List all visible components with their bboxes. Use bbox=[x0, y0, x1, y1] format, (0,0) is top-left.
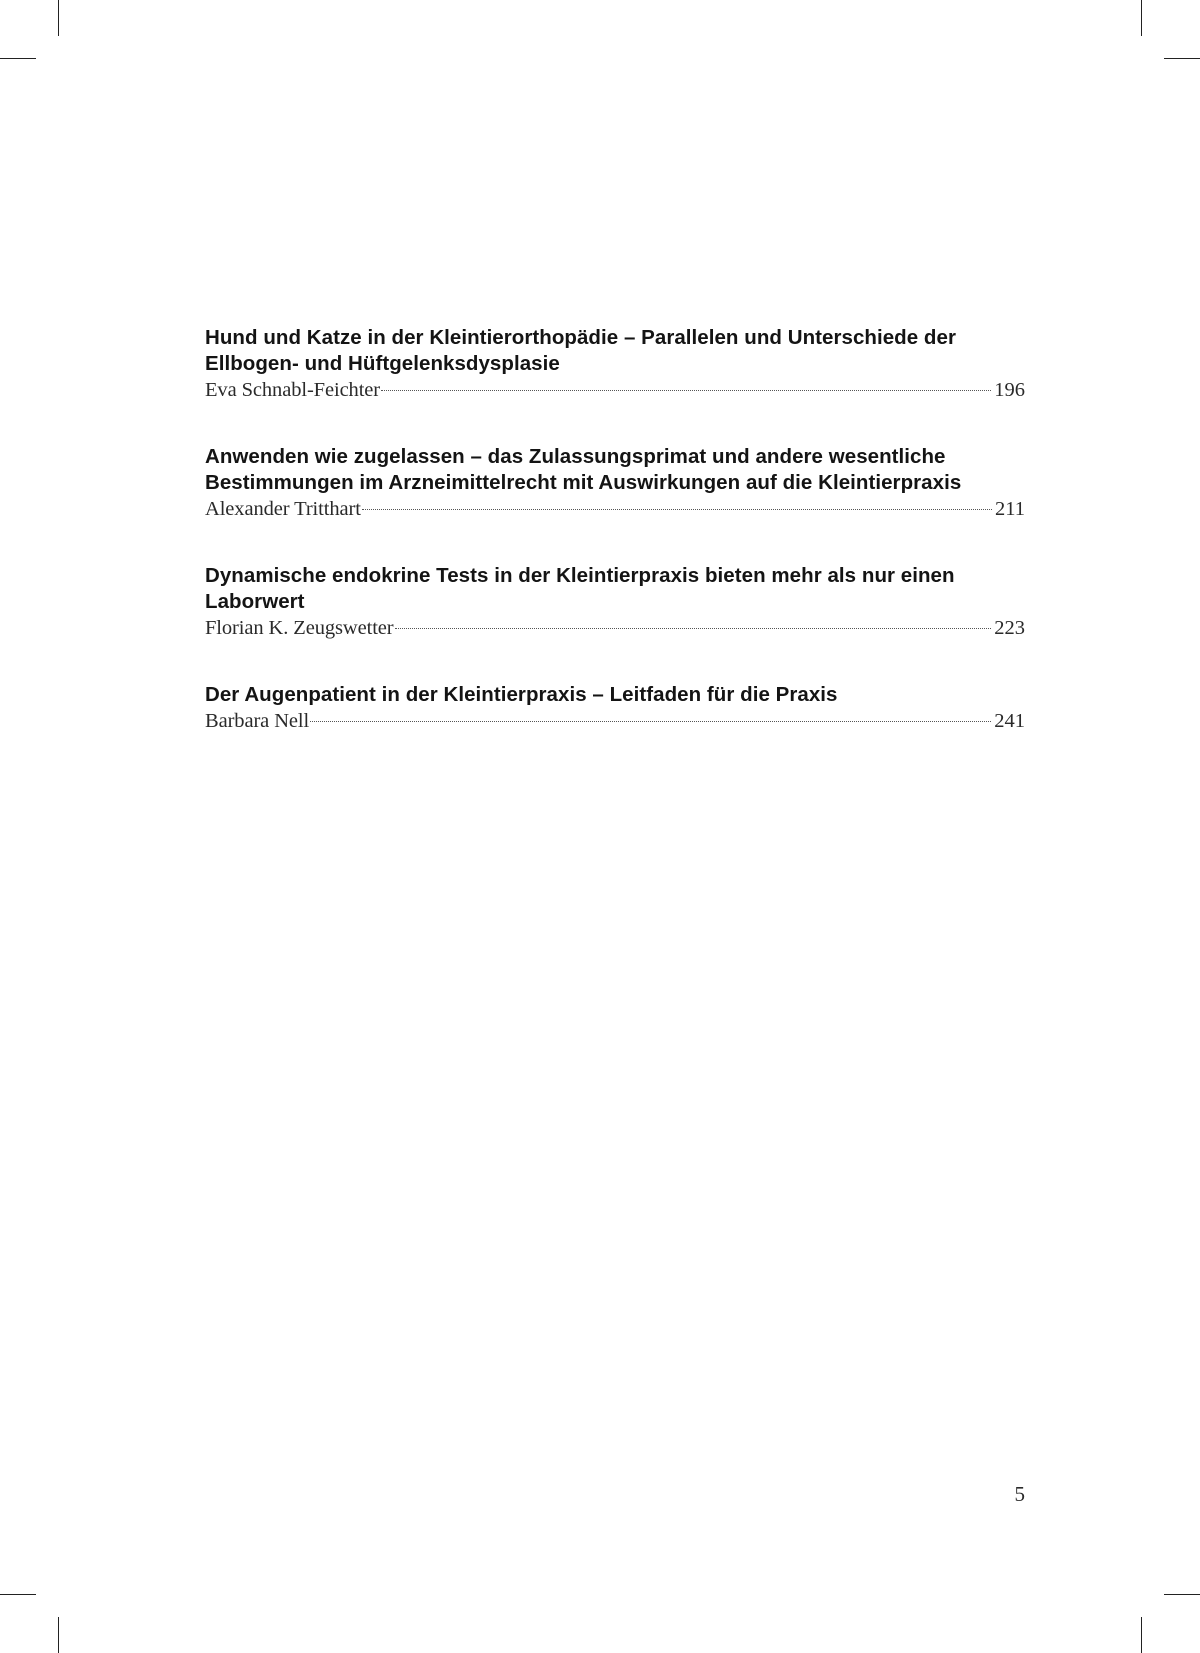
entry-page-number: 211 bbox=[995, 498, 1025, 520]
entry-author: Florian K. Zeugswetter bbox=[205, 617, 394, 639]
entry-author-line bbox=[205, 615, 1025, 642]
table-of-contents bbox=[205, 325, 1025, 775]
crop-mark-top-left-vertical bbox=[58, 0, 59, 36]
entry-title-line-2: Bestimmungen im Arzneimittelrecht mit Auswirkungen auf die Kleintierpraxis bbox=[205, 471, 962, 494]
entry-author-line bbox=[205, 496, 1025, 523]
entry-author: Eva Schnabl-Feichter bbox=[205, 379, 381, 401]
entry-title-line-2: Laborwert bbox=[205, 590, 305, 613]
toc-entry[interactable] bbox=[205, 444, 1025, 523]
entry-page-number: 223 bbox=[994, 617, 1025, 639]
dot-leader bbox=[381, 390, 991, 391]
crop-mark-bottom-left-vertical bbox=[58, 1617, 59, 1653]
entry-title bbox=[205, 682, 1025, 708]
toc-entry[interactable] bbox=[205, 682, 1025, 735]
toc-entry[interactable] bbox=[205, 563, 1025, 642]
crop-mark-top-right-horizontal bbox=[1164, 58, 1200, 59]
entry-author: Barbara Nell bbox=[205, 710, 310, 732]
crop-mark-top-right-vertical bbox=[1141, 0, 1142, 36]
entry-title-line-1: Der Augenpatient in der Kleintierpraxis – Leitfaden für die Praxis bbox=[205, 683, 838, 706]
page-number: 5 bbox=[1014, 1482, 1025, 1506]
crop-mark-bottom-left-horizontal bbox=[0, 1594, 36, 1595]
dot-leader bbox=[395, 628, 992, 629]
dot-leader bbox=[362, 509, 992, 510]
entry-author-line bbox=[205, 377, 1025, 404]
entry-page-number: 196 bbox=[994, 379, 1025, 401]
entry-title-line-1: Anwenden wie zugelassen – das Zulassungsprimat und andere wesentliche bbox=[205, 445, 946, 468]
dot-leader bbox=[310, 721, 991, 722]
entry-title bbox=[205, 325, 1025, 377]
entry-title bbox=[205, 563, 1025, 615]
entry-page-number: 241 bbox=[994, 710, 1025, 732]
entry-title bbox=[205, 444, 1025, 496]
entry-title-line-1: Hund und Katze in der Kleintierorthopädie – Parallelen und Unterschiede der bbox=[205, 326, 956, 349]
toc-entry[interactable] bbox=[205, 325, 1025, 404]
entry-title-line-1: Dynamische endokrine Tests in der Kleintierpraxis bieten mehr als nur einen bbox=[205, 564, 955, 587]
crop-mark-top-left-horizontal bbox=[0, 58, 36, 59]
crop-mark-bottom-right-horizontal bbox=[1164, 1594, 1200, 1595]
entry-author: Alexander Tritthart bbox=[205, 498, 361, 520]
entry-author-line bbox=[205, 708, 1025, 735]
entry-title-line-2: Ellbogen- und Hüftgelenksdysplasie bbox=[205, 352, 560, 375]
crop-mark-bottom-right-vertical bbox=[1141, 1617, 1142, 1653]
